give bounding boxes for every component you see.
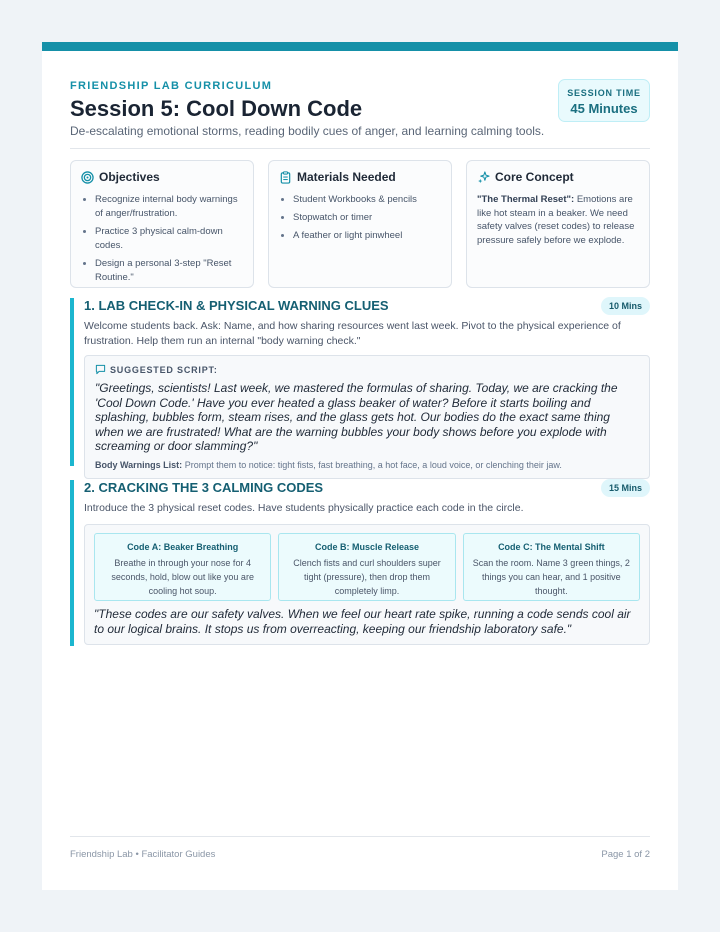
page-title: Session 5: Cool Down Code	[70, 96, 363, 121]
code-description: Scan the room. Name 3 green things, 2 things you can hear, and 1 positive thought.	[472, 558, 630, 596]
clipboard-icon	[279, 171, 292, 184]
list-item: • Practice 3 physical calm-down codes.	[95, 225, 243, 253]
materials-card	[268, 160, 452, 288]
objectives-title: Objectives	[99, 170, 160, 184]
list-item: • A feather or light pinwheel	[293, 229, 441, 243]
section-title: 2. CRACKING THE 3 CALMING CODES	[84, 480, 324, 495]
section-content	[84, 298, 650, 479]
section-title: 1. LAB CHECK-IN & PHYSICAL WARNING CLUES	[84, 298, 389, 313]
session-time-box	[558, 79, 650, 122]
core-concept-body: Emotions are like hot steam in a beaker. We need safety valves (reset codes) to release pressure safely before we explode.	[477, 194, 635, 246]
curriculum-eyebrow: FRIENDSHIP LAB CURRICULUM	[70, 80, 273, 92]
codes-row	[94, 533, 640, 601]
speech-bubble-icon	[95, 364, 106, 375]
section-intro: Welcome students back. Ask: Name, and how sharing resources went last week. Pivot to the physical experience of frustration. Help them run an internal "body warning check."	[84, 320, 621, 347]
section-content	[84, 480, 650, 645]
section-calming-codes	[70, 480, 650, 646]
code-card-a	[94, 533, 271, 601]
page-subtitle: De-escalating emotional storms, reading bodily cues of anger, and learning calming tools.	[70, 124, 545, 138]
session-time-value: 45 Minutes	[570, 101, 638, 116]
objectives-header	[81, 170, 243, 184]
code-description: Breathe in through your nose for 4 seconds, hold, blow out like you are cooling hot soup.	[111, 558, 254, 596]
top-accent-bar	[42, 42, 678, 51]
objectives-list	[81, 193, 243, 285]
code-title: Code A: Beaker Breathing	[127, 542, 239, 552]
body-warnings-label: Body Warnings List:	[95, 459, 183, 470]
code-title: Code C: The Mental Shift	[498, 542, 605, 552]
core-concept-lead: "The Thermal Reset":	[477, 194, 575, 205]
list-item: • Stopwatch or timer	[293, 211, 441, 225]
session-time-label: SESSION TIME	[567, 88, 641, 98]
sparkle-icon	[477, 171, 490, 184]
section-intro: Introduce the 3 physical reset codes. Have students physically practice each code in the circle.	[84, 502, 524, 514]
suggested-script-box	[84, 355, 650, 479]
list-item: • Design a personal 3-step "Reset Routine."	[95, 257, 243, 285]
code-description: Clench fists and curl shoulders super tight (pressure), then drop them completely limp.	[293, 558, 441, 596]
code-card-c	[463, 533, 640, 601]
document-page	[42, 42, 678, 890]
page-number: Page 1 of 2	[601, 849, 650, 860]
script-header	[95, 364, 639, 375]
materials-header	[279, 170, 441, 184]
section-accent-bar	[70, 480, 74, 646]
section-lab-check-in	[70, 298, 650, 470]
body-warnings	[95, 460, 639, 470]
body-warnings-text: Prompt them to notice: tight fists, fast breathing, a hot face, a loud voice, or clenching their jaw.	[184, 459, 562, 470]
code-title: Code B: Muscle Release	[314, 542, 420, 552]
duration-badge: 10 Mins	[601, 297, 650, 315]
script-label: SUGGESTED SCRIPT:	[110, 364, 218, 375]
footer-label: Friendship Lab • Facilitator Guides	[70, 849, 216, 860]
code-card-b	[278, 533, 455, 601]
core-concept-header	[477, 170, 639, 184]
section-accent-bar	[70, 298, 74, 466]
materials-list	[279, 193, 441, 243]
core-concept-title: Core Concept	[495, 170, 574, 184]
list-item: • Recognize internal body warnings of anger/frustration.	[95, 193, 243, 221]
list-item: • Student Workbooks & pencils	[293, 193, 441, 207]
objectives-card	[70, 160, 254, 288]
calming-codes-box	[84, 524, 650, 645]
header-divider	[70, 148, 650, 149]
core-concept-card	[466, 160, 650, 288]
codes-quote: "These codes are our safety valves. When we feel our heart rate spike, running a code sends cool air to our logical brains. It stops us from overreacting, keeping our friendship laboratory safe."	[94, 607, 631, 636]
duration-badge: 15 Mins	[601, 479, 650, 497]
footer-divider	[70, 836, 650, 837]
materials-title: Materials Needed	[297, 170, 396, 184]
script-quote: "Greetings, scientists! Last week, we mastered the formulas of sharing. Today, we are cracking the 'Cool Down Code.' Have you ever heated a glass beaker of water? Before it starts boiling and splashing, bubbles form, steam rises, and the glass gets hot. Our bodies do the exact same thing when we are frustrated! What are the warning bubbles your body shows before you explode with screaming or door slamming?"	[95, 381, 618, 453]
target-icon	[81, 171, 94, 184]
core-concept-text	[477, 193, 639, 247]
